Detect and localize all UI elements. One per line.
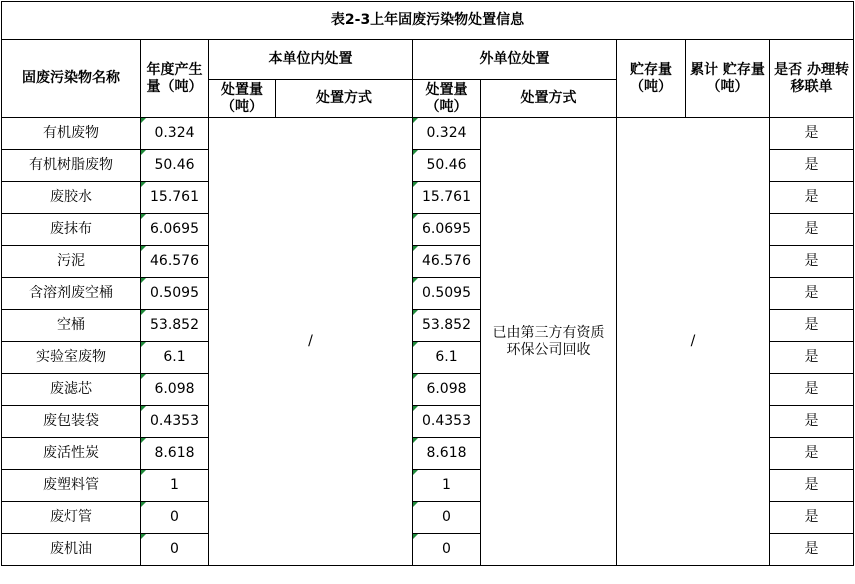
transfer-form-cell: 是: [770, 374, 854, 406]
annual-output-cell: 6.1: [141, 342, 209, 374]
annual-output-cell: 0: [141, 502, 209, 534]
transfer-form-cell: 是: [770, 406, 854, 438]
transfer-form-cell: 是: [770, 278, 854, 310]
header-external: 外单位处置: [413, 40, 617, 80]
external-amount-cell: 6.098: [413, 374, 481, 406]
header-internal-amount: 处置量（吨）: [209, 80, 276, 118]
transfer-form-cell: 是: [770, 118, 854, 150]
external-amount-cell: 15.761: [413, 182, 481, 214]
external-amount-cell: 46.576: [413, 246, 481, 278]
storage-cell: /: [617, 118, 770, 566]
transfer-form-cell: 是: [770, 534, 854, 566]
header-storage: 贮存量（吨）: [617, 40, 686, 118]
waste-name-cell: 废塑料管: [2, 470, 141, 502]
transfer-form-cell: 是: [770, 214, 854, 246]
external-amount-cell: 0.324: [413, 118, 481, 150]
header-name: 固废污染物名称: [2, 40, 141, 118]
transfer-form-cell: 是: [770, 502, 854, 534]
waste-name-cell: 实验室废物: [2, 342, 141, 374]
waste-name-cell: 有机废物: [2, 118, 141, 150]
waste-name-cell: 空桶: [2, 310, 141, 342]
header-transfer-form: 是否 办理转移联单: [770, 40, 854, 118]
annual-output-cell: 6.0695: [141, 214, 209, 246]
waste-name-cell: 废胶水: [2, 182, 141, 214]
solid-waste-table: [1, 1, 854, 566]
waste-name-cell: 废灯管: [2, 502, 141, 534]
annual-output-cell: 0.5095: [141, 278, 209, 310]
transfer-form-cell: 是: [770, 310, 854, 342]
annual-output-cell: 46.576: [141, 246, 209, 278]
annual-output-cell: 8.618: [141, 438, 209, 470]
waste-name-cell: 废抹布: [2, 214, 141, 246]
waste-name-cell: 废活性炭: [2, 438, 141, 470]
waste-name-cell: 废滤芯: [2, 374, 141, 406]
header-external-method: 处置方式: [481, 80, 617, 118]
external-amount-cell: 6.1: [413, 342, 481, 374]
waste-name-cell: 废机油: [2, 534, 141, 566]
table-row: [2, 118, 854, 150]
header-internal-method: 处置方式: [276, 80, 413, 118]
transfer-form-cell: 是: [770, 438, 854, 470]
external-amount-cell: 50.46: [413, 150, 481, 182]
annual-output-cell: 0: [141, 534, 209, 566]
annual-output-cell: 1: [141, 470, 209, 502]
external-amount-cell: 0.5095: [413, 278, 481, 310]
external-amount-cell: 53.852: [413, 310, 481, 342]
transfer-form-cell: 是: [770, 150, 854, 182]
annual-output-cell: 0.4353: [141, 406, 209, 438]
table-title: 表2-3上年固废污染物处置信息: [2, 2, 854, 40]
annual-output-cell: 15.761: [141, 182, 209, 214]
transfer-form-cell: 是: [770, 342, 854, 374]
header-external-amount: 处置量（吨）: [413, 80, 481, 118]
annual-output-cell: 53.852: [141, 310, 209, 342]
waste-name-cell: 含溶剂废空桶: [2, 278, 141, 310]
external-amount-cell: 0: [413, 502, 481, 534]
external-method-cell: 已由第三方有资质环保公司回收: [481, 118, 617, 566]
waste-name-cell: 废包装袋: [2, 406, 141, 438]
external-amount-cell: 0: [413, 534, 481, 566]
annual-output-cell: 6.098: [141, 374, 209, 406]
transfer-form-cell: 是: [770, 246, 854, 278]
external-amount-cell: 1: [413, 470, 481, 502]
external-amount-cell: 6.0695: [413, 214, 481, 246]
annual-output-cell: 50.46: [141, 150, 209, 182]
internal-disposal-cell: /: [209, 118, 413, 566]
header-annual-output: 年度产生量（吨）: [141, 40, 209, 118]
external-amount-cell: 8.618: [413, 438, 481, 470]
waste-name-cell: 污泥: [2, 246, 141, 278]
transfer-form-cell: 是: [770, 470, 854, 502]
header-internal: 本单位内处置: [209, 40, 413, 80]
external-amount-cell: 0.4353: [413, 406, 481, 438]
transfer-form-cell: 是: [770, 182, 854, 214]
header-cumulative-storage: 累计 贮存量（吨）: [686, 40, 770, 118]
annual-output-cell: 0.324: [141, 118, 209, 150]
waste-name-cell: 有机树脂废物: [2, 150, 141, 182]
